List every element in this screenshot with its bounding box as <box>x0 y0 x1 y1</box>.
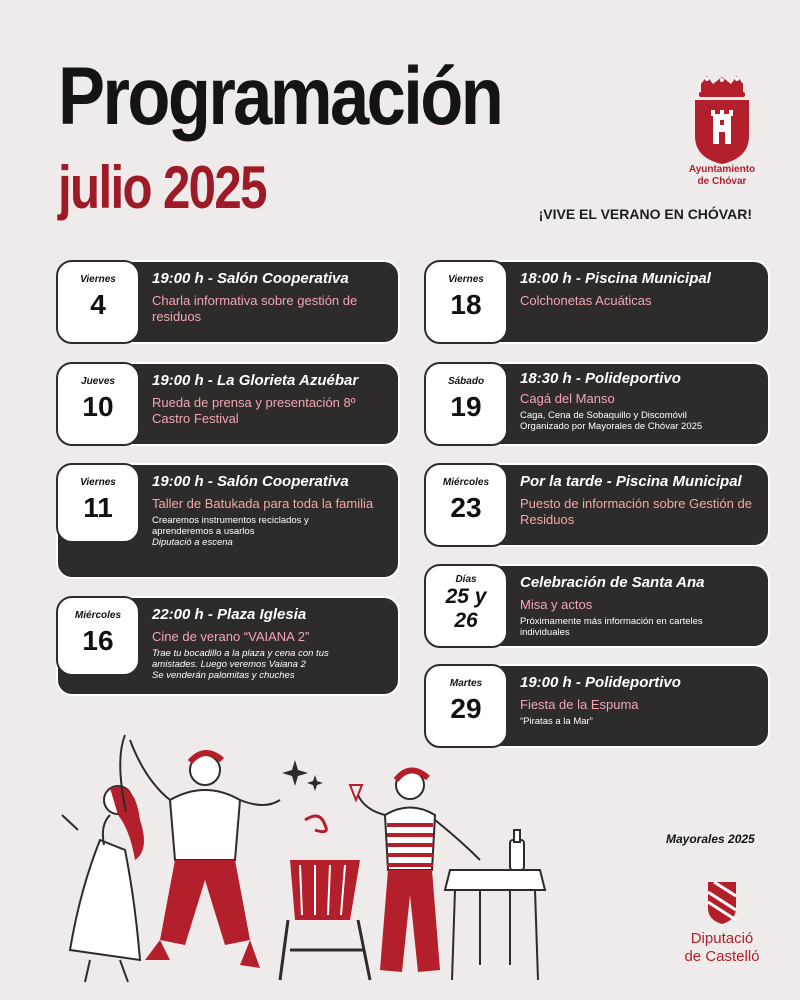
page-subtitle: julio 2025 <box>58 154 266 221</box>
event-time: 19:00 h - Salón Cooperativa <box>152 473 349 490</box>
diputacio-icon <box>706 880 738 924</box>
event-content <box>152 473 390 548</box>
event-day: 4 <box>90 289 106 320</box>
event-weekday: Viernes <box>448 274 484 285</box>
event-card <box>56 463 400 579</box>
event-weekday: Martes <box>449 678 483 689</box>
event-card <box>424 564 770 648</box>
event-card <box>424 260 770 344</box>
event-day: 10 <box>82 391 114 422</box>
event-time: 18:00 h - Piscina Municipal <box>520 270 711 287</box>
event-card <box>56 260 400 344</box>
event-day: 25 y <box>445 585 487 608</box>
event-description-line: Caga, Cena de Sobaquillo y Discomóvil <box>520 410 687 421</box>
event-weekday: Miércoles <box>74 610 122 621</box>
event-description-line: amistades. Luego veremos Vaiana 2 <box>152 659 306 670</box>
event-name: Fiesta de la Espuma <box>520 697 639 712</box>
event-description-line: Crearemos instrumentos reciclados y <box>152 515 309 526</box>
event-name: Puesto de información sobre Gestión de Residuos <box>520 496 752 527</box>
date-box <box>56 362 140 446</box>
dancing-woman-icon <box>70 735 144 982</box>
event-description-line: individuales <box>520 627 570 638</box>
event-card <box>424 362 770 446</box>
event-day: 23 <box>450 492 482 523</box>
event-day: 11 <box>83 492 113 523</box>
event-content <box>152 606 390 681</box>
event-day: 29 <box>450 693 482 724</box>
event-time: 19:00 h - La Glorieta Azuébar <box>152 372 359 389</box>
event-name: Charla informativa sobre gestión de residuos <box>152 293 358 324</box>
event-content <box>152 372 390 427</box>
dancing-man-icon <box>130 740 280 968</box>
event-name: Rueda de prensa y presentación 8º Castro Festival <box>152 395 356 426</box>
diputacio-line-1: Diputació <box>690 930 754 947</box>
event-card <box>56 596 400 696</box>
event-time: Celebración de Santa Ana <box>520 574 705 591</box>
crest-line-1: Ayuntamiento <box>688 164 756 175</box>
chair-icon <box>280 860 370 980</box>
party-illustration <box>40 720 560 990</box>
event-description <box>520 410 760 432</box>
event-day: 19 <box>450 391 482 422</box>
event-weekday: Miércoles <box>442 477 490 488</box>
event-time: 19:00 h - Polideportivo <box>520 674 681 691</box>
event-card <box>424 463 770 547</box>
date-box <box>56 596 140 676</box>
event-description-line: Se venderán palomitas y chuches <box>152 670 295 681</box>
event-name: Taller de Batukada para toda la familia <box>152 496 374 511</box>
event-description <box>152 515 390 548</box>
event-content <box>152 270 390 325</box>
date-box <box>424 260 508 344</box>
tagline: ¡VIVE EL VERANO EN CHÓVAR! <box>538 206 752 222</box>
event-weekday: Viernes <box>80 274 116 285</box>
event-time: 19:00 h - Salón Cooperativa <box>152 270 349 287</box>
event-description-line: Organizado por Mayorales de Chóvar 2025 <box>520 421 703 432</box>
crest-icon <box>691 76 753 164</box>
event-weekday: Sábado <box>447 376 485 387</box>
footer-credit: Mayorales 2025 <box>666 832 755 846</box>
event-card <box>56 362 400 446</box>
crest-line-2: de Chóvar <box>697 175 747 187</box>
date-box <box>424 362 508 446</box>
event-name: Misa y actos <box>520 597 593 612</box>
event-description <box>152 648 390 681</box>
date-box <box>56 463 140 543</box>
event-content <box>520 574 760 638</box>
event-description-line: Trae tu bocadillo a la plaza y cena con tus <box>152 648 329 659</box>
event-content <box>520 473 760 528</box>
event-content <box>520 370 760 432</box>
town-crest <box>682 76 762 187</box>
event-weekday: Jueves <box>81 376 115 387</box>
event-content <box>520 270 760 309</box>
event-time: Por la tarde - Piscina Municipal <box>520 473 742 490</box>
event-description-line: Próximamente más información en carteles <box>520 616 703 627</box>
date-box <box>56 260 140 344</box>
date-box <box>424 564 508 648</box>
event-description-line: Diputació a escena <box>152 537 233 548</box>
date-box <box>424 463 508 547</box>
diputacio-line-2: de Castelló <box>684 948 760 965</box>
event-description <box>520 616 760 638</box>
event-time: 22:00 h - Plaza Iglesia <box>152 606 307 623</box>
event-day: 18 <box>450 289 482 320</box>
event-description-line: “Piratas a la Mar” <box>520 716 593 727</box>
event-weekday: Días <box>455 574 477 585</box>
diputacio-logo <box>672 880 772 965</box>
event-description-line: aprenderemos a usarlos <box>152 526 255 537</box>
event-time: 18:30 h - Polideportivo <box>520 370 681 387</box>
page-title: Programación <box>58 51 502 142</box>
event-day: 16 <box>82 625 114 656</box>
table-icon <box>445 830 545 980</box>
event-day-2: 26 <box>454 609 478 632</box>
event-weekday: Viernes <box>80 477 116 488</box>
event-name: Cagá del Manso <box>520 391 615 406</box>
event-name: Colchonetas Acuáticas <box>520 293 652 308</box>
event-name: Cine de verano “VAIANA 2” <box>152 629 310 644</box>
confetti-icon <box>305 816 326 832</box>
